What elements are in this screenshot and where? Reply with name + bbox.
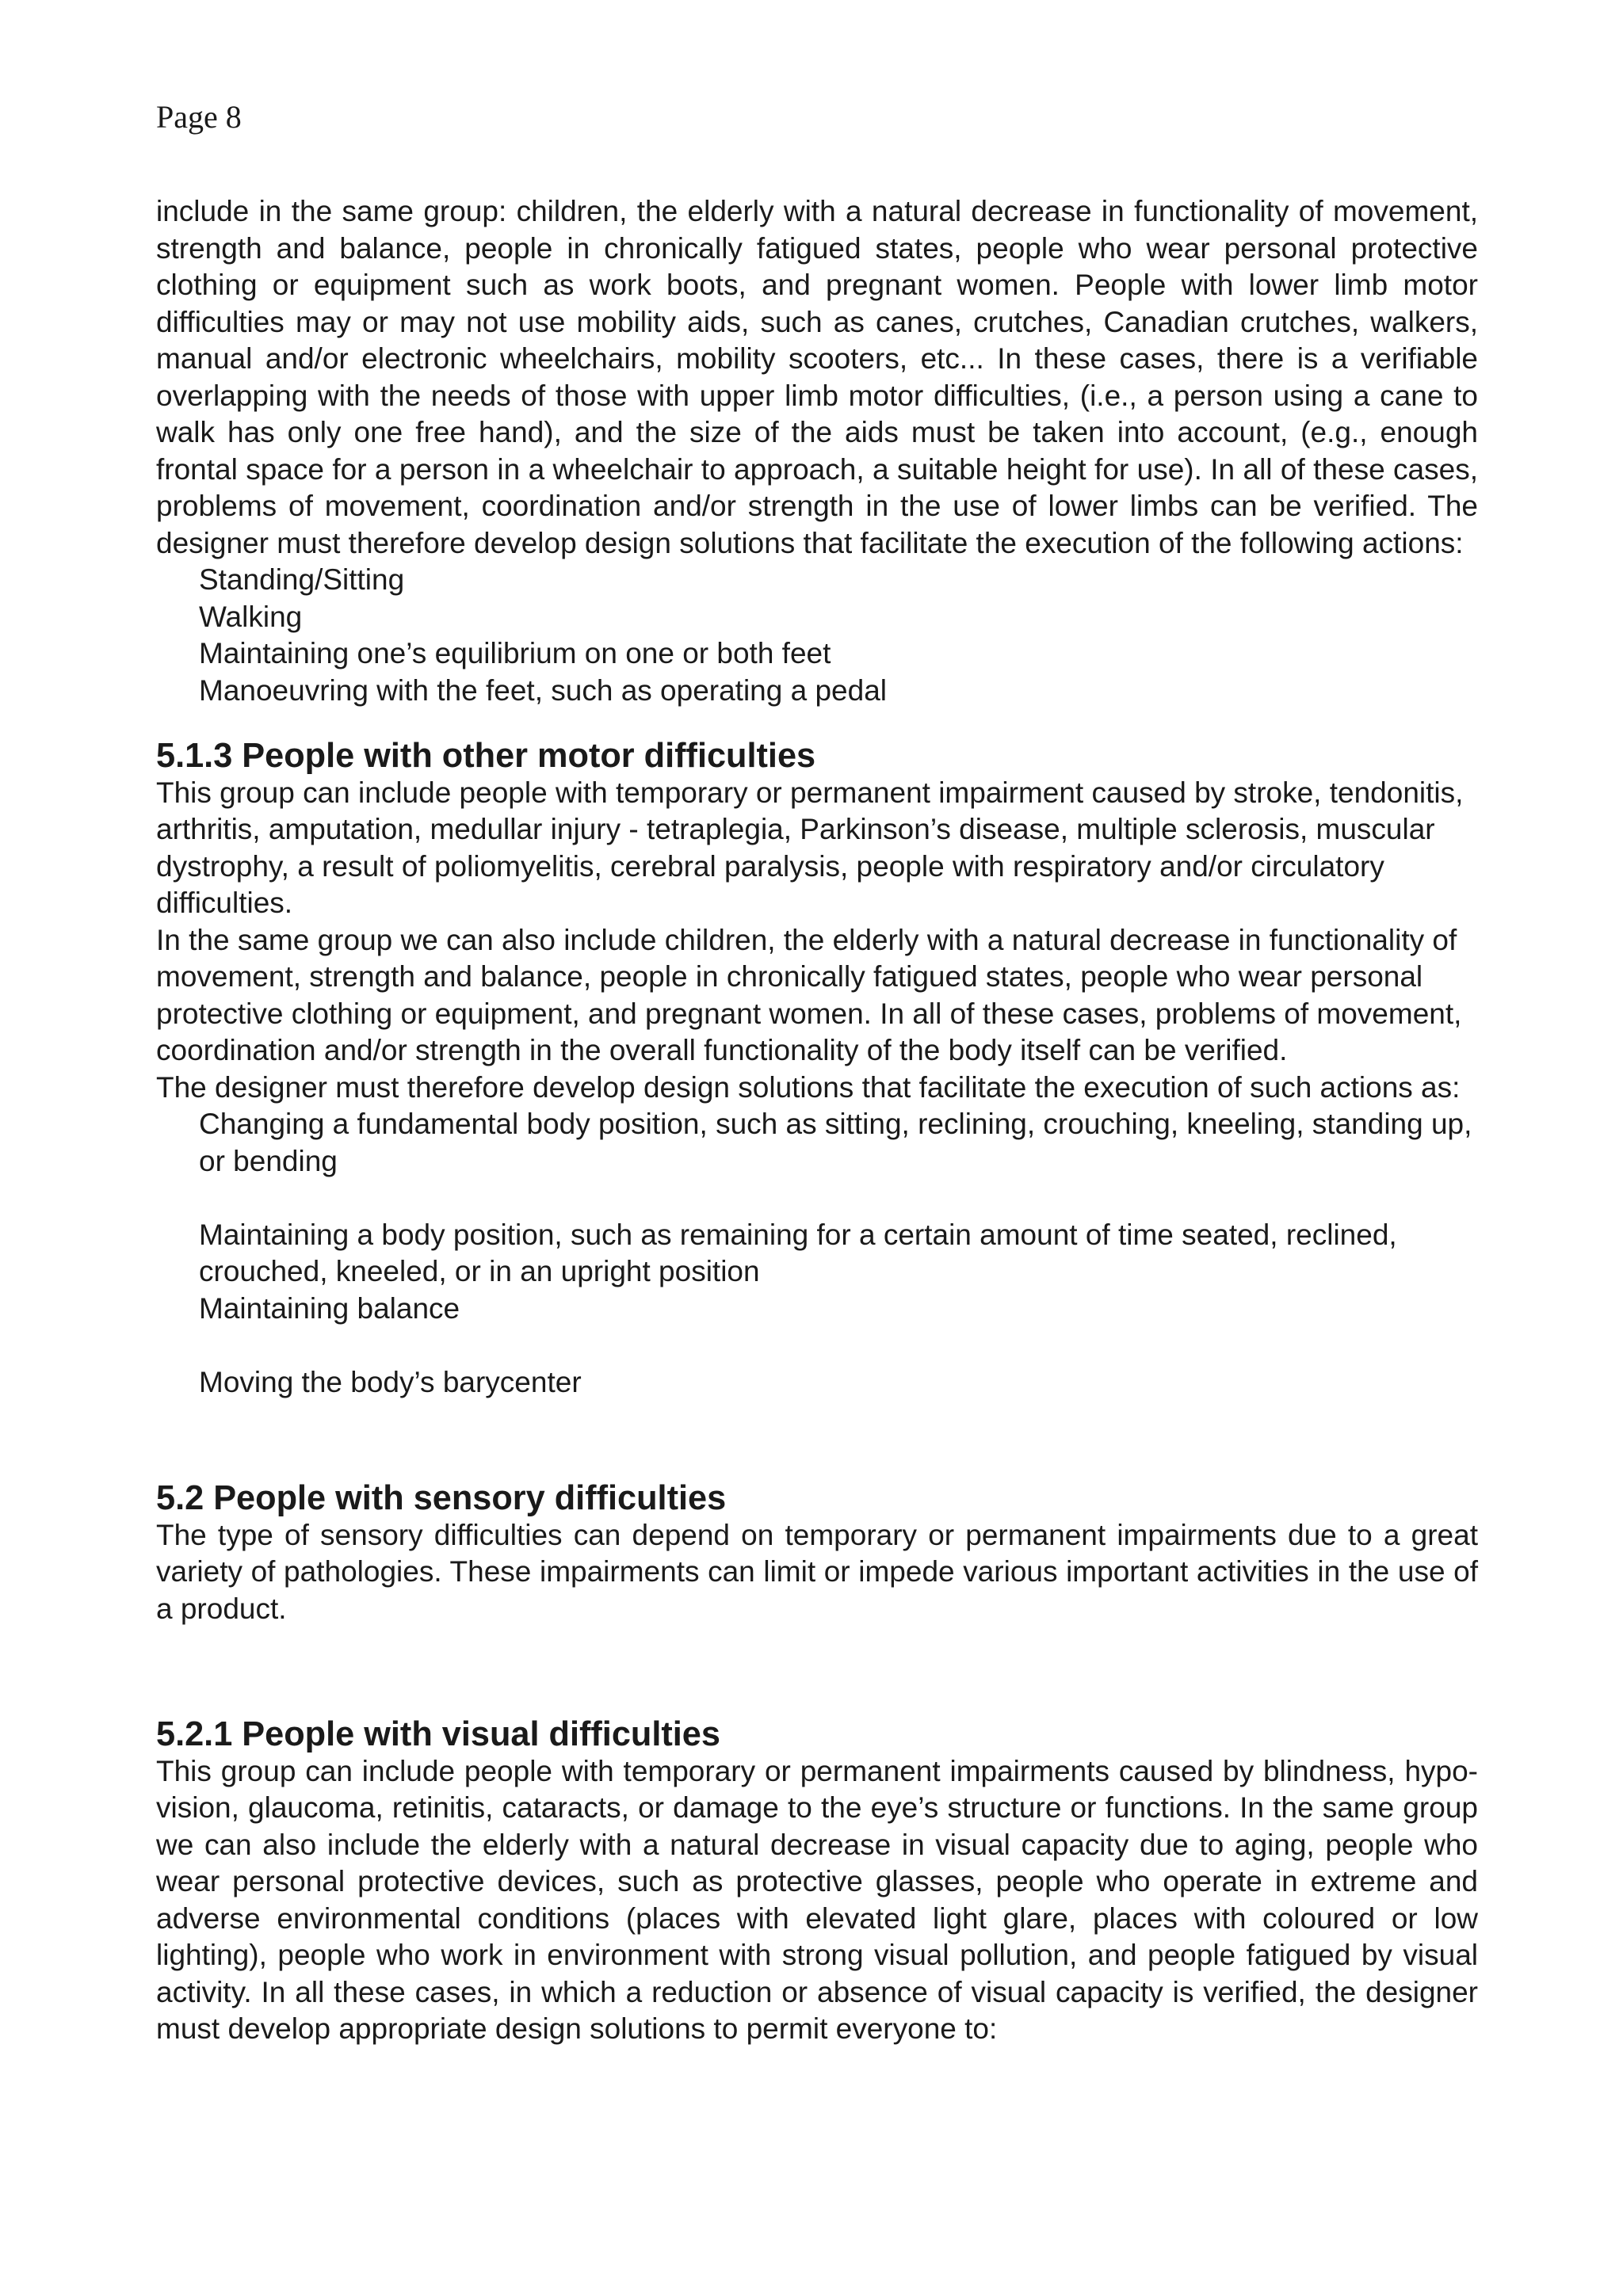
section-heading-sensory: 5.2 People with sensory difficulties [156, 1479, 727, 1517]
other-motor-paragraph-2: In the same group we can also include children, the elderly with a natural decrease in functionality of movement, strength and balance, people in chronically fatigued states, people who wear personal protective clothing or equipment, and pregnant women. In all of these cases, problems of movement, coordination and/or strength in the overall functionality of the body itself can be verified. [156, 923, 1462, 1066]
list-item: Changing a fundamental body position, such as sitting, reclining, crouching, kneeling, standing up, or bending [199, 1108, 1472, 1177]
page-content [156, 193, 1478, 2048]
other-motor-paragraph-1: This group can include people with temporary or permanent impairment caused by stroke, tendonitis, arthritis, amputation, medullar injury - tetraplegia, Parkinson’s disease, multiple sclerosis, muscular dystrophy, a result of poliomyelitis, cerebral paralysis, people with respiratory and/or circulatory [156, 776, 1464, 883]
section-heading-visual: 5.2.1 People with visual difficulties [156, 1715, 720, 1753]
sensory-paragraph: The type of sensory difficulties can depend on temporary or permanent impairments due to a great variety of pathologies. These impairments can limit or impede various important activities in the use of a product. [156, 1518, 1478, 1625]
visual-paragraph: This group can include people with temporary or permanent impairments caused by blindness, hypo-vision, glaucoma, retinitis, cataracts, or damage to the eye’s structure or functions. In the same group we can also include the elderly with a natural decrease in visual capacity due to aging, people who wear personal protective devices, such as protective glasses, people who operate in extreme and adverse environmental conditions (places with elevated light glare, places with coloured or low lighting), people who work in environment with strong visual pollution, and people fatigued by visual activity. In all these cases, in which a reduction or absence of visual capacity is verified, the designer must develop appropriate design solutions to permit everyone to: [156, 1754, 1478, 2045]
list-item: Walking [199, 600, 303, 633]
list-item: Maintaining a body position, such as remaining for a certain amount of time seated, reclined, crouched, kneeled, or in an upright position [199, 1218, 1397, 1287]
other-motor-paragraph-3: The designer must therefore develop design solutions that facilitate the execution of such actions as: [156, 1070, 1461, 1104]
list-item: Standing/Sitting [199, 563, 405, 596]
section-heading-other-motor: 5.1.3 People with other motor difficulties [156, 737, 816, 775]
list-item: Maintaining balance [199, 1291, 460, 1325]
list-item: Maintaining one’s equilibrium on one or both feet [199, 637, 831, 669]
lower-limb-actions-list [156, 562, 1478, 709]
list-item: Manoeuvring with the feet, such as operating a pedal [199, 673, 888, 707]
lower-limb-paragraph: include in the same group: children, the elderly with a natural decrease in functionality of movement, strength and balance, people in chronically fatigued states, people who wear personal protective clothing or equipment such as work boots, and pregnant women. People with lower limb motor difficulties may or may not use mobility aids, such as canes, crutches, Canadian crutches, walkers, manual and/or electronic wheelchairs, mobility scooters, etc... In these cases, there is a verifiable overlapping with the needs of those with upper limb motor difficulties, (i.e., a person using a cane to walk has only one free hand), and the size of the aids must be taken into account, (e.g., enough frontal space for a person in a wheelchair to approach, a suitable height for use). In all of these cases, problems of movement, coordination and/or strength in the use of lower limbs can be verified. The designer must therefore develop design solutions that facilitate the execution of the following actions: [156, 195, 1478, 559]
list-item: Moving the body’s barycenter [199, 1365, 582, 1398]
page-number: Page 8 [156, 99, 242, 135]
other-motor-paragraph-1b: difficulties. [156, 887, 293, 919]
other-motor-actions-list [156, 1106, 1478, 1401]
